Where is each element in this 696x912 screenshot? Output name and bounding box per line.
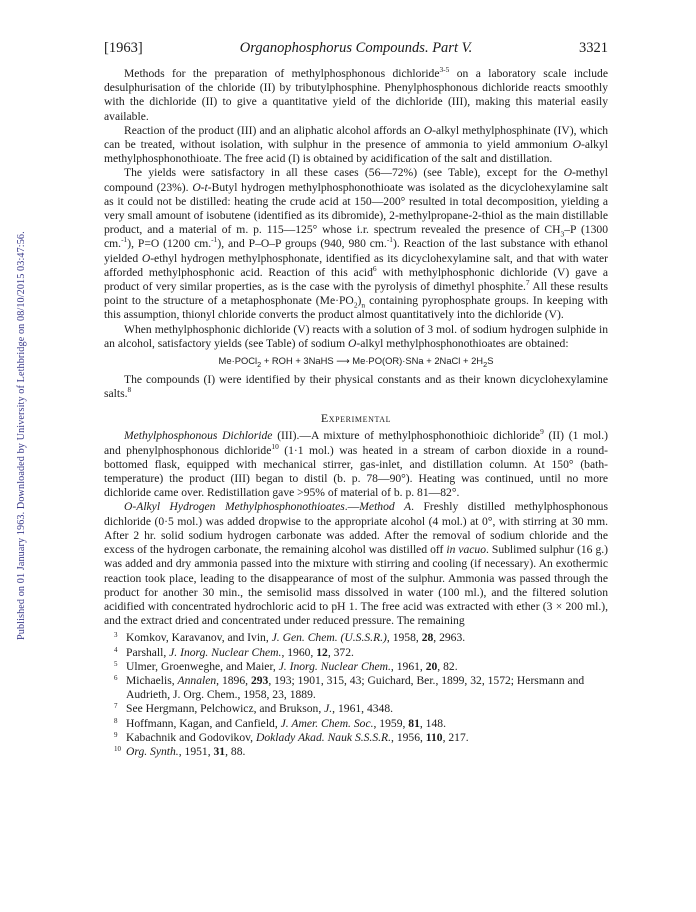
references-list xyxy=(104,631,608,759)
section-heading-experimental: Experimental xyxy=(320,411,392,426)
journal-page xyxy=(104,40,608,759)
experimental-paragraph-1: Methylphosphonous Dichloride (III).—A mixture of methylphosphonothioic dichloride$^9$ (II) (1 mol.) and phenylphosphonous dichloride$^{10}$ (1·1 mol.) was heated in a stream of carbon dioxide in a round-bottomed flask, equipped with mechanical stirrer, gas-inlet, and distillation column. At 150° (bath-temperature) the product (III) began to distil (b. p. 78—90°). Heating was continued, until no more dichloride came over. Redistillation gave >95% of material of b. p. 81—82°. xyxy=(104,427,609,500)
header-title: Organophosphorus Compounds. Part V. xyxy=(239,40,473,56)
reference-item: 9 Kabachnik and Godovikov, Doklady Akad. Nauk S.S.S.R., 1956, 110, 217. xyxy=(114,730,469,744)
reference-item: 7 See Hergmann, Pelchowicz, and Brukson, J., 1961, 4348. xyxy=(114,702,394,716)
paragraph-5: The compounds (I) were identified by their physical constants and as their known dicyclohexylamine salts.$^8$ xyxy=(104,373,608,401)
running-header xyxy=(104,40,608,62)
download-watermark-text: Published on 01 January 1963. Downloaded by University of Lethbridge on 08/10/2015 03:47:56. xyxy=(16,231,27,640)
paragraph-4: When methylphosphonic dichloride (V) reacts with a solution of 3 mol. of sodium hydrogen sulphide in an alcohol, satisfactory yields (see Table) of sodium O-alkyl methylphosphonothioates are obtained: xyxy=(104,322,608,350)
reference-item: 5 Ulmer, Groenweghe, and Maier, J. Inorg. Nuclear Chem., 1961, 20, 82. xyxy=(114,659,458,673)
paragraph-2: Reaction of the product (III) and an aliphatic alcohol affords an O-alkyl methylphosphinate (IV), which can be treated, without isolation, with sulphur in the presence of ammonia to yield ammonium O-alkyl methylphosphonothioate. The free acid (I) is obtained by acidification of the salt and distillation. xyxy=(104,123,609,166)
reference-item: 6 Michaelis, Annalen, 1896, 293, 193; 1901, 315, 43; Guichard, Ber., 1899, 32, 1572; Hersmann and Audrieth, J. Org. Chem., 1958, 23, 1889. xyxy=(114,673,585,702)
reference-item: 3 Komkov, Karavanov, and Ivin, J. Gen. Chem. (U.S.S.R.), 1958, 28, 2963. xyxy=(114,631,466,645)
reaction-equation: Me·POCl$_2$ + ROH + 3NaHS ⟶ Me·PO(OR)·SNa + 2NaCl + $2H_2S$ xyxy=(218,355,494,369)
download-watermark xyxy=(4,170,27,640)
header-page-number: 3321 xyxy=(579,40,608,56)
paragraph-3: The yields were satisfactory in all these cases (56—72%) (see Table), except for the O-methyl compound (23%). O-t-Butyl hydrogen methylphosphonothioate was isolated as the dicyclohexylamine salt as it could not be distilled: heating the crude acid at 150—200° resulted in total decomposition, yielding a very small amount of isobutene (identified as its dibromide), 2-methylpropane-2-thiol as the main distillable product, and a material of m. p. 115—125° whose i.r. spectrum revealed the presence of $CH_3-P$ (1300 cm.$^{-1}$), P=O (1200 cm.$^{-1}$), and P–O–P groups (940, 980 cm.$^{-1}$). Reaction of the last substance with ethanol yielded O-ethyl hydrogen methylphosphonate, identified as its dicyclohexylamine salt, and that with water afforded methylphosphonic acid. Reaction of this acid$^6$ with methylphosphonic dichloride (V) gave a product of very similar properties, as is the case with the pyrolysis of dimethyl phosphite.$^7$ All these results point to the structure of a metaphosphonate $(Me\cdot PO_2)_n$ containing pyrophosphate groups. In keeping with this assumption, thionyl chloride converts the product almost quantitatively into the dichloride (V). xyxy=(104,166,608,322)
paragraph-1: Methods for the preparation of methylphosphonous dichloride$^{3-5}$ on a laboratory scale include desulphurisation of the chloride (II) by tributylphosphine. Phenylphosphonous dichloride reacts smoothly with the dichloride (II) to give a quantitative yield of the dichloride (III), making this material easily available. xyxy=(104,65,608,123)
reference-item: 4 Parshall, J. Inorg. Nuclear Chem., 1960, 12, 372. xyxy=(114,645,354,659)
header-year: [1963] xyxy=(104,40,143,56)
experimental-paragraph-2: O-Alkyl Hydrogen Methylphosphonothioates.—Method A. Freshly distilled methylphosphonous dichloride (0·5 mol.) was added dropwise to the appropriate alcohol (4 mol.) at 0°, with stirring at 30 mm. After 2 hr. solid sodium hydrogen carbonate was added. After the removal of sodium chloride and the excess of the hydrogen carbonate, the remaining alcohol was distilled off in vacuo. Sublimed sulphur (16 g.) was added and dry ammonia passed into the mixture with stirring and cooling (if necessary). An exothermic reaction took place, leading to the disappearance of most of the sulphur. Ammonia was passed through the product for another 30 min., the semisolid mass dissolved in water (100 ml.), and the filtered solution acidified with concentrated hydrochloric acid to pH 1. The free acid was extracted with ether (3 × 200 ml.), and the extract dried and concentrated under reduced pressure. The remaining xyxy=(104,500,608,628)
reference-item: 10 Org. Synth., 1951, 31, 88. xyxy=(114,744,246,758)
reference-item: 8 Hoffmann, Kagan, and Canfield, J. Amer. Chem. Soc., 1959, 81, 148. xyxy=(114,716,446,730)
article-body xyxy=(104,67,608,628)
